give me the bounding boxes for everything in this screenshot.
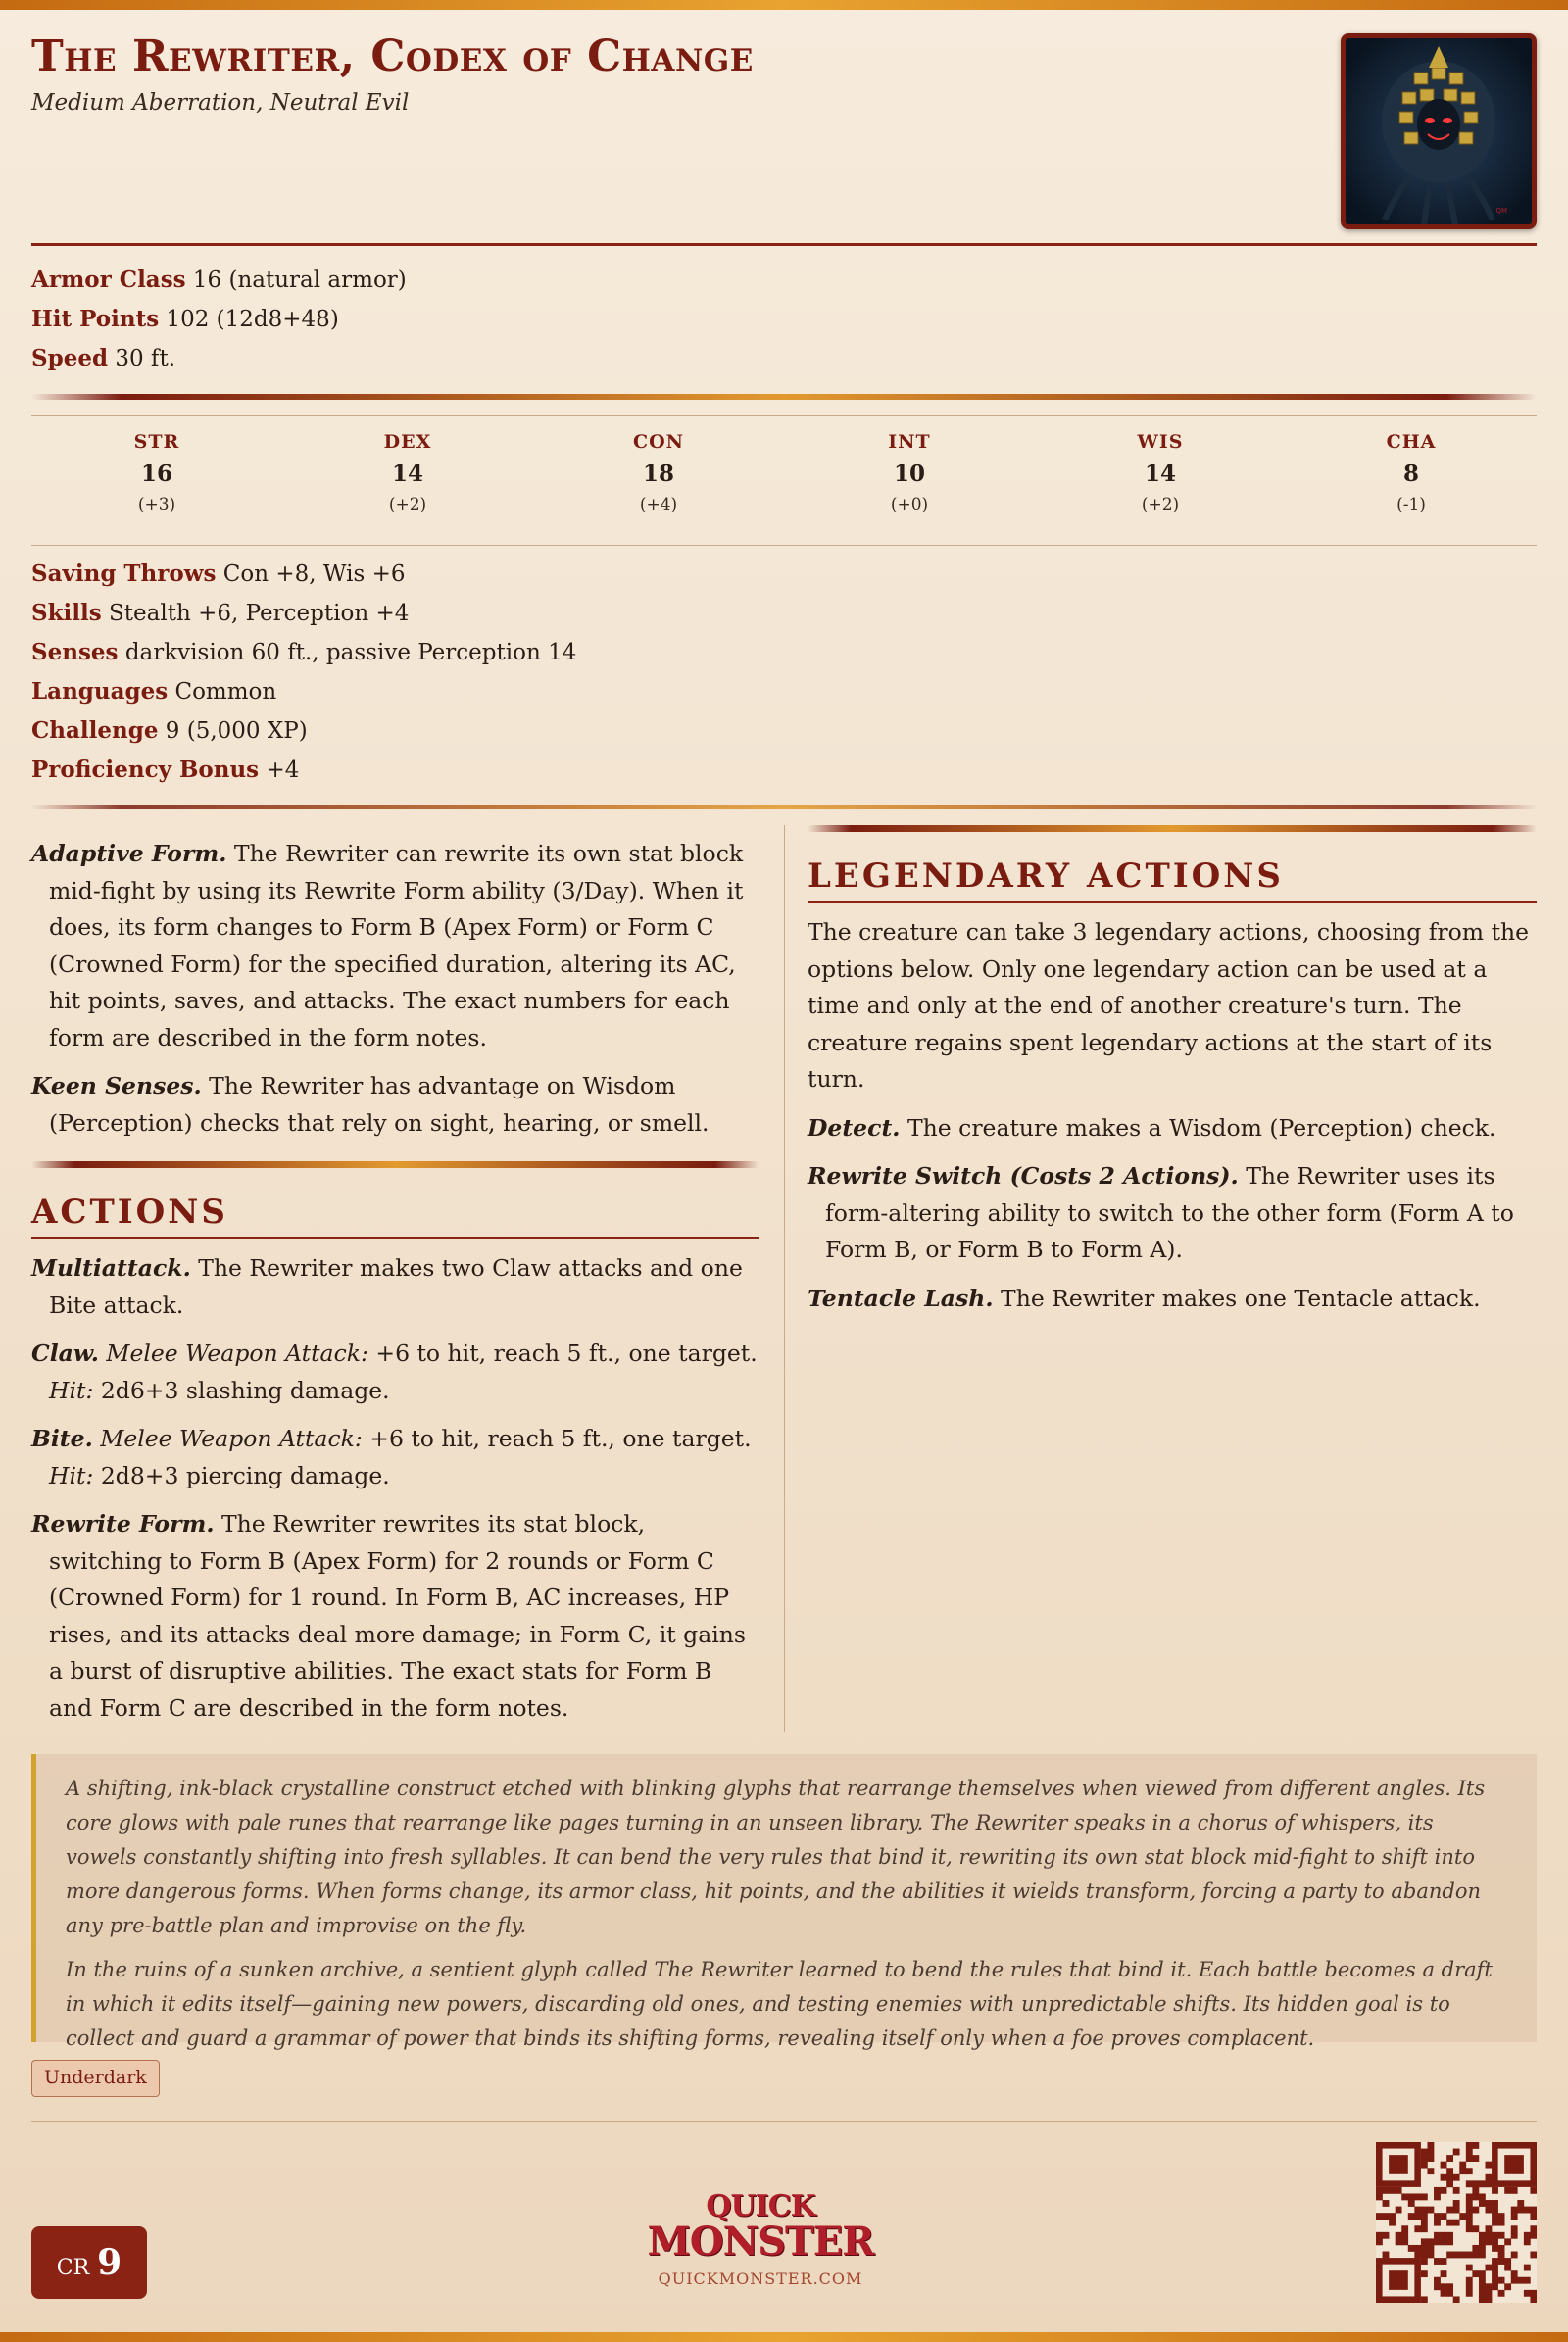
hit-label: Hit:	[49, 1376, 94, 1404]
speed-line	[31, 339, 407, 378]
environment-tag[interactable]: Underdark	[31, 2060, 160, 2097]
skills-line	[31, 594, 576, 633]
detail-stats	[31, 555, 576, 790]
skills-value: Stealth +6, Perception +4	[109, 601, 410, 626]
monster-title: The Rewriter, Codex of Change	[31, 31, 754, 81]
speed-value: 30 ft.	[115, 346, 176, 371]
action-claw	[31, 1336, 759, 1409]
ability-name: CHA	[1386, 431, 1437, 453]
section-divider	[31, 394, 1537, 400]
footer-rule	[31, 2121, 1537, 2122]
trait-name: Keen Senses.	[31, 1072, 202, 1099]
legendary-divider	[808, 825, 1537, 832]
left-column	[31, 836, 759, 1738]
skills-label: Skills	[31, 600, 102, 626]
action-name: Bite.	[31, 1425, 93, 1452]
senses-value: darkvision 60 ft., passive Perception 14	[124, 640, 577, 665]
legendary-intro: The creature can take 3 legendary actions, choosing from the options below. Only one legendary action can be used at a time and only at the end of another creature's turn. The creature regains spent legendary actions at the start of its turn.	[808, 918, 1530, 1093]
ability-str	[31, 421, 282, 539]
svg-text:QM: QM	[1495, 207, 1507, 215]
ability-modifier: (+4)	[639, 495, 678, 514]
ability-modifier: (+2)	[1141, 495, 1180, 514]
languages-line	[31, 672, 576, 711]
ability-score: 8	[1402, 461, 1419, 487]
ability-con	[533, 421, 784, 539]
legendary-text: The creature makes a Wisdom (Perception) check.	[906, 1113, 1496, 1142]
languages-value: Common	[174, 679, 277, 705]
bottom-accent-bar	[0, 2332, 1568, 2342]
ability-name: DEX	[383, 431, 432, 453]
action-multiattack	[31, 1250, 759, 1324]
ability-modifier: (+0)	[890, 495, 929, 514]
legendary-name: Tentacle Lash.	[808, 1284, 994, 1312]
legendary-name: Detect.	[808, 1113, 901, 1142]
stats-divider	[31, 805, 1537, 809]
challenge-label: Challenge	[31, 717, 159, 744]
legendary-actions-title: LEGENDARY ACTIONS	[808, 854, 1537, 903]
trait-text: The Rewriter can rewrite its own stat block mid-fight by using its Rewrite Form ability (3/Day). When it does, its form changes to Form B (Apex Form) or Form C (Crowned Form) for the specified duration, altering its AC, hit points, saves, and attacks. The exact numbers for each form are described in the form notes.	[49, 840, 744, 1051]
legendary-text: The Rewriter makes one Tentacle attack.	[1001, 1284, 1481, 1312]
ability-score: 16	[140, 461, 172, 487]
ability-score: 18	[642, 461, 674, 487]
ability-wis	[1035, 421, 1286, 539]
ability-modifier: (+2)	[388, 495, 427, 514]
action-name: Claw.	[31, 1340, 99, 1367]
cr-badge	[31, 2226, 147, 2299]
senses-line	[31, 633, 576, 672]
monster-subtitle: Medium Aberration, Neutral Evil	[31, 90, 410, 116]
actions-title: ACTIONS	[31, 1190, 759, 1239]
legendary-text: The Rewriter uses its form-altering ability to switch to the other form (Form A to Form B, or Form B to Form A).	[825, 1162, 1514, 1263]
hit-points-line	[31, 300, 407, 339]
hit-points-value: 102 (12d8+48)	[166, 307, 339, 332]
right-column	[808, 821, 1537, 1329]
ability-dex	[282, 421, 533, 539]
ability-name: STR	[133, 431, 180, 453]
cr-value: 9	[97, 2242, 122, 2283]
ability-score: 14	[391, 461, 423, 487]
lore-paragraph: In the ruins of a sunken archive, a sentient glyph called The Rewriter learned to bend the rules that bind it. Each battle becomes a draft in which it edits itself—gaining new powers, discarding old ones, and testing enemies with unpredictable shifts. Its hidden goal is to collect and guard a grammar of power that binds its shifting forms, revealing itself only when a foe proves complacent.	[66, 1958, 1493, 2050]
armor-class-value: 16 (natural armor)	[192, 268, 407, 293]
action-rewrite-form	[31, 1506, 759, 1727]
logo-line-1: QUICK	[706, 2189, 815, 2223]
saving-throws-label: Saving Throws	[31, 561, 217, 587]
proficiency-label: Proficiency Bonus	[31, 756, 260, 783]
ability-modifier: (+3)	[137, 495, 176, 514]
challenge-value: 9 (5,000 XP)	[165, 718, 308, 744]
top-accent-bar	[0, 0, 1568, 10]
legendary-detect	[808, 1110, 1537, 1147]
hit-points-label: Hit Points	[31, 306, 160, 332]
damage-text: 2d6+3 slashing damage.	[100, 1376, 390, 1404]
cr-label: CR	[56, 2256, 90, 2280]
qr-code-icon	[1376, 2142, 1537, 2303]
action-text: The Rewriter rewrites its stat block, switching to Form B (Apex Form) for 2 rounds or Form C (Crowned Form) for 1 round. In Form B, AC increases, HP rises, and its attacks deal more damage; in Form C, it gains a burst of disruptive abilities. The exact stats for Form B and Form C are described in the form notes.	[49, 1510, 746, 1722]
ability-scores	[31, 421, 1537, 539]
attack-type: Melee Weapon Attack:	[100, 1425, 363, 1452]
action-bite	[31, 1421, 759, 1494]
attack-text: +6 to hit, reach 5 ft., one target.	[375, 1340, 758, 1367]
hit-label: Hit:	[49, 1461, 94, 1489]
ability-score: 10	[893, 461, 925, 487]
proficiency-value: +4	[266, 757, 300, 783]
challenge-line	[31, 711, 576, 751]
column-divider	[784, 825, 785, 1732]
action-name: Multiattack.	[31, 1254, 191, 1282]
armor-class-line	[31, 261, 407, 300]
portrait-illustration	[1346, 38, 1532, 224]
action-name: Rewrite Form.	[31, 1510, 215, 1537]
trait-keen-senses	[31, 1068, 759, 1142]
damage-text: 2d8+3 piercing damage.	[100, 1461, 390, 1489]
ability-score: 14	[1144, 461, 1176, 487]
logo-line-2: MONSTER	[647, 2219, 874, 2265]
core-stats	[31, 261, 407, 378]
trait-text: The Rewriter has advantage on Wisdom (Perception) checks that rely on sight, hearing, or smell.	[49, 1072, 710, 1137]
legendary-tentacle-lash	[808, 1281, 1537, 1318]
lore-box	[31, 1754, 1537, 2050]
ability-modifier: (-1)	[1396, 495, 1426, 514]
legendary-name: Rewrite Switch (Costs 2 Actions).	[808, 1162, 1239, 1190]
saving-throws-line	[31, 555, 576, 594]
lore-paragraph: A shifting, ink-black crystalline construct etched with blinking glyphs that rearrange themselves when viewed from different angles. Its core glows with pale runes that rearrange like pages turning in an unseen library. The Rewriter speaks in a chorus of whispers, its vowels constantly shifting into fresh syllables. It can bend the very rules that bind it, rewriting its own stat block mid-fight to shift into more dangerous forms. When forms change, its armor class, hit points, and the abilities it wields transform, forcing a party to abandon any pre-battle plan and improvise on the fly.	[66, 1777, 1486, 1937]
logo-site: QUICKMONSTER.COM	[658, 2269, 863, 2288]
ability-int	[784, 421, 1035, 539]
ability-name: CON	[632, 431, 685, 453]
armor-class-label: Armor Class	[31, 267, 186, 293]
ability-name: WIS	[1137, 431, 1184, 453]
actions-divider	[31, 1161, 759, 1168]
proficiency-line	[31, 751, 576, 790]
abilities-bottom-rule	[31, 545, 1537, 546]
ability-name: INT	[888, 431, 931, 453]
qr-code[interactable]	[1376, 2142, 1537, 2303]
ability-cha	[1286, 421, 1537, 539]
languages-label: Languages	[31, 678, 169, 705]
senses-label: Senses	[31, 639, 119, 665]
quickmonster-logo[interactable]	[643, 2191, 878, 2288]
header	[31, 29, 1305, 116]
attack-type: Melee Weapon Attack:	[106, 1340, 368, 1367]
monster-portrait[interactable]	[1341, 33, 1537, 229]
abilities-top-rule	[31, 415, 1537, 416]
legendary-rewrite-switch	[808, 1158, 1537, 1269]
speed-label: Speed	[31, 345, 109, 371]
action-text: The Rewriter makes two Claw attacks and one Bite attack.	[49, 1254, 743, 1319]
saving-throws-value: Con +8, Wis +6	[222, 561, 406, 587]
attack-text: +6 to hit, reach 5 ft., one target.	[369, 1425, 752, 1452]
trait-adaptive-form	[31, 836, 759, 1056]
header-divider	[31, 243, 1537, 246]
trait-name: Adaptive Form.	[31, 840, 227, 867]
